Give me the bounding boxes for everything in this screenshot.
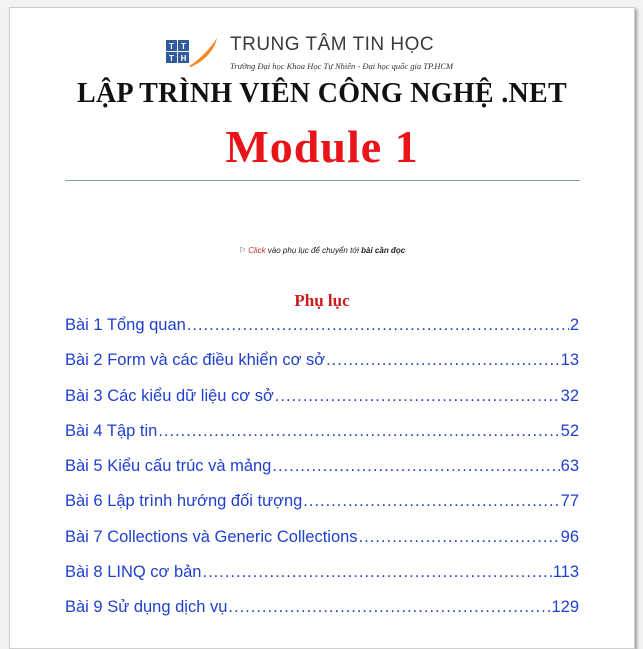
logo-subtitle: Trường Đại học Khoa Học Tự Nhiên - Đại học quốc gia TP.HCM	[230, 61, 454, 71]
toc-entry-title[interactable]: Bài 5 Kiểu cấu trúc và mảng	[65, 457, 272, 476]
toc-heading: Phụ lục	[294, 291, 350, 310]
toc-entry-page[interactable]: 52	[560, 421, 579, 440]
toc-entry-6[interactable]	[65, 492, 579, 527]
hint-click-word: Click	[248, 246, 266, 255]
toc-entry-title[interactable]: Bài 1 Tổng quan	[65, 316, 186, 334]
toc-dot-leader	[303, 492, 559, 511]
toc-dot-leader	[272, 457, 559, 476]
tth-logo-icon	[165, 36, 219, 68]
toc-entry-3[interactable]	[65, 387, 579, 422]
toc-dot-leader	[228, 598, 550, 617]
toc-entry-1[interactable]	[65, 316, 579, 351]
toc-dot-leader	[158, 422, 559, 441]
module-title: Module 1	[225, 121, 419, 172]
svg-text:T: T	[181, 42, 186, 51]
toc-entry-4[interactable]	[65, 422, 579, 457]
toc-entry-title[interactable]: Bài 7 Collections và Generic Collections	[65, 527, 358, 546]
toc-entry-title[interactable]: Bài 9 Sử dụng dịch vụ	[65, 598, 228, 617]
toc-entry-page[interactable]: 32	[560, 386, 579, 405]
navigation-hint	[10, 246, 634, 255]
toc-dot-leader	[275, 387, 560, 406]
toc-dot-leader	[359, 528, 560, 547]
toc-entry-5[interactable]	[65, 457, 579, 492]
toc-entry-page[interactable]: 129	[551, 598, 579, 617]
course-title: LẬP TRÌNH VIÊN CÔNG NGHỆ .NET	[77, 78, 567, 109]
toc-entry-7[interactable]	[65, 528, 579, 563]
toc-entry-page[interactable]: 2	[569, 316, 579, 334]
toc-entry-page[interactable]: 96	[560, 527, 579, 546]
svg-text:T: T	[169, 42, 174, 51]
toc-entry-page[interactable]: 113	[552, 563, 579, 582]
toc-entry-title[interactable]: Bài 2 Form và các điều khiển cơ sở	[65, 351, 326, 370]
toc-entry-page[interactable]: 63	[560, 457, 579, 476]
hint-bold-text: bài cần đọc	[361, 246, 406, 255]
toc-entry-8[interactable]	[65, 563, 579, 598]
toc-entry-page[interactable]: 13	[560, 351, 579, 370]
header-logo	[10, 34, 634, 78]
svg-text:H: H	[180, 54, 187, 63]
toc-dot-leader	[202, 563, 551, 582]
toc-entry-2[interactable]	[65, 351, 579, 386]
flag-icon: ⚐	[238, 246, 246, 255]
toc-dot-leader	[326, 351, 560, 370]
logo-title: TRUNG TÂM TIN HỌC	[230, 34, 435, 55]
toc-entry-title[interactable]: Bài 8 LINQ cơ bản	[65, 563, 202, 582]
title-divider	[65, 180, 580, 181]
toc-entry-title[interactable]: Bài 4 Tập tin	[65, 421, 158, 440]
document-page	[9, 7, 635, 649]
toc-entry-9[interactable]	[65, 598, 579, 633]
toc-dot-leader	[187, 316, 569, 335]
toc-entry-title[interactable]: Bài 3 Các kiểu dữ liệu cơ sở	[65, 386, 274, 405]
table-of-contents	[65, 316, 579, 634]
svg-text:T: T	[169, 54, 174, 63]
hint-text: vào phụ lục để chuyển tới	[265, 246, 362, 255]
toc-entry-title[interactable]: Bài 6 Lập trình hướng đối tượng	[65, 492, 303, 511]
toc-entry-page[interactable]: 77	[560, 492, 579, 511]
